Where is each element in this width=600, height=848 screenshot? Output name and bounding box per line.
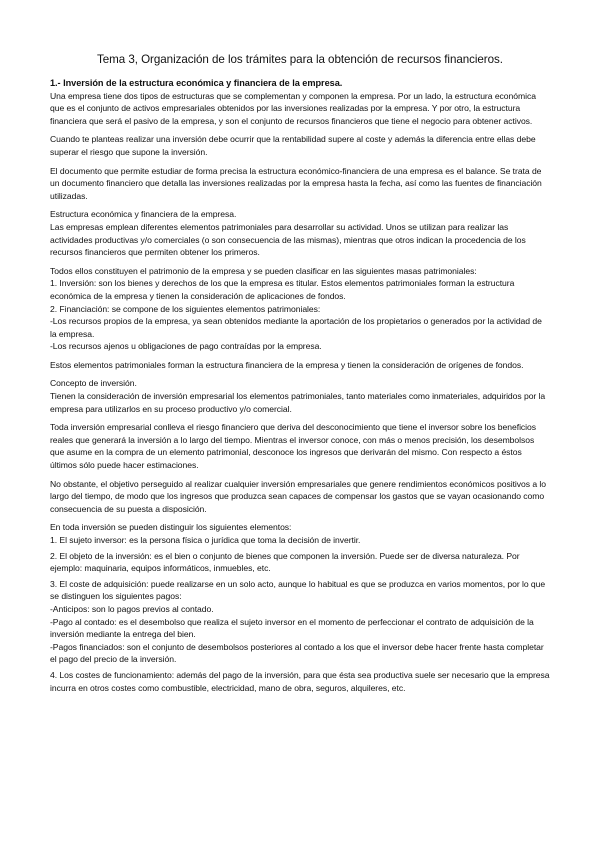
paragraph: Cuando te planteas realizar una inversión debe ocurrir que la rentabilidad supere al coste y además la diferencia entre ellas debe superar el riesgo que supone la inversión. [50, 134, 536, 157]
list-subitem: -Pago al contado: es el desembolso que realiza el sujeto inversor en el momento de perfeccionar el contrato de adquisición de la inversión mediante la entrega del bien. [50, 616, 534, 640]
list-subitem: -Los recursos ajenos u obligaciones de pago contraídas por la empresa. [50, 341, 322, 352]
document-title: Tema 3, Organización de los trámites para la obtención de recursos financieros. [97, 53, 503, 66]
document-page [50, 52, 550, 700]
section-1 [50, 77, 550, 202]
list-item: 2. El objeto de la inversión: es el bien o conjunto de bienes que componen la inversión. Puede ser de diversa naturaleza. Por ejemplo: maquinaria, equipos informáticos, inmuebles, etc. [50, 550, 520, 574]
paragraph: No obstante, el objetivo perseguido al realizar cualquier inversión empresariales que genere rendimientos económicos positivos a lo largo del tiempo, de modo que los ingresos que produzca sean capaces de compensar los gastos que se vayan ocasionando como consecuencia de su puesta a disposición. [50, 478, 546, 514]
list-subitem: -Los recursos propios de la empresa, ya sean obtenidos mediante la aportación de los propietarios o generados por la actividad de la empresa. [50, 316, 542, 339]
paragraph: Una empresa tiene dos tipos de estructuras que se complementan y componen la empresa. Por un lado, la estructura económica que es el conjunto de activos empresariales obtenidos por las inversiones realizadas por la empresa. Y por otro, la estructura financiera que será el pasivo de la empresa, y son el conjunto de recursos financieros que tiene el negocio para obtener activos. [50, 90, 536, 126]
paragraph: En toda inversión se pueden distinguir los siguientes elementos: [50, 522, 292, 533]
paragraph: Tienen la consideración de inversión empresarial los elementos patrimoniales, tanto materiales como inmateriales, adquiridos por la empresa para utilizarlos en su proceso productivo y/o comercial. [50, 391, 546, 414]
subsection-heading: Estructura económica y financiera de la empresa. [50, 209, 237, 220]
list-item: 1. El sujeto inversor: es la persona física o jurídica que toma la decisión de invertir. [50, 535, 361, 545]
paragraph: Estos elementos patrimoniales forman la estructura financiera de la empresa y tienen la consideración de orígenes de fondos. [50, 359, 524, 370]
section-heading: 1.- Inversión de la estructura económica y financiera de la empresa. [50, 78, 343, 88]
list-item: 2. Financiación: se compone de los siguientes elementos patrimoniales: [50, 303, 321, 314]
paragraph: El documento que permite estudiar de forma precisa la estructura económico-financiera de una empresa es el balance. Se trata de un documento financiero que detalla las inversiones realizadas por la empresa hasta la fecha, así como las fuentes de financiación utilizadas. [50, 165, 542, 201]
list-subitem: -Anticipos: son lo pagos previos al contado. [50, 603, 214, 614]
section-estructura [50, 208, 550, 371]
list-subitem: -Pagos financiados: son el conjunto de desembolsos posteriores al contado a los que el inversor debe hacer frente hasta completar el pago del precio de la inversión. [50, 641, 544, 665]
paragraph: Las empresas emplean diferentes elementos patrimoniales para desarrollar su actividad. Unos se utilizan para realizar las actividades productivas y/o comerciales (o son consecuencia de las mismas), mientras que otros indican la procedencia de los recursos financieros que permiten obtener los primeros. [50, 221, 526, 258]
list-item: 4. Los costes de funcionamiento: además del pago de la inversión, para que ésta sea productiva suele ser necesario que la empresa incurra en otros costes como combustible, electricidad, mano de obra, seguros, alquileres, etc. [50, 669, 550, 693]
subsection-heading: Concepto de inversión. [50, 378, 137, 389]
section-concepto [50, 377, 550, 694]
paragraph: Todos ellos constituyen el patrimonio de la empresa y se pueden clasificar en las siguientes masas patrimoniales: [50, 265, 477, 276]
list-item: 1. Inversión: son los bienes y derechos de los que la empresa es titular. Estos elementos patrimoniales forman la estructura económica de la empresa y tienen la consideración de aplicaciones de fondos. [50, 278, 515, 301]
list-item: 3. El coste de adquisición: puede realizarse en un solo acto, aunque lo habitual es que se produzca en varios momentos, por lo que se distinguen los siguientes pagos: [50, 578, 546, 602]
paragraph: Toda inversión empresarial conlleva el riesgo financiero que deriva del desconocimiento que tiene el inversor sobre los beneficios reales que generará la inversión a lo largo del tiempo. Mientras el inversor conoce, con más o menos precisión, los desembolsos que asume en la compra de un elemento patrimonial, desconoce los ingresos que derivarán del mismo. Con respecto a éstos últimos sólo puede hacer estimaciones. [50, 422, 537, 471]
